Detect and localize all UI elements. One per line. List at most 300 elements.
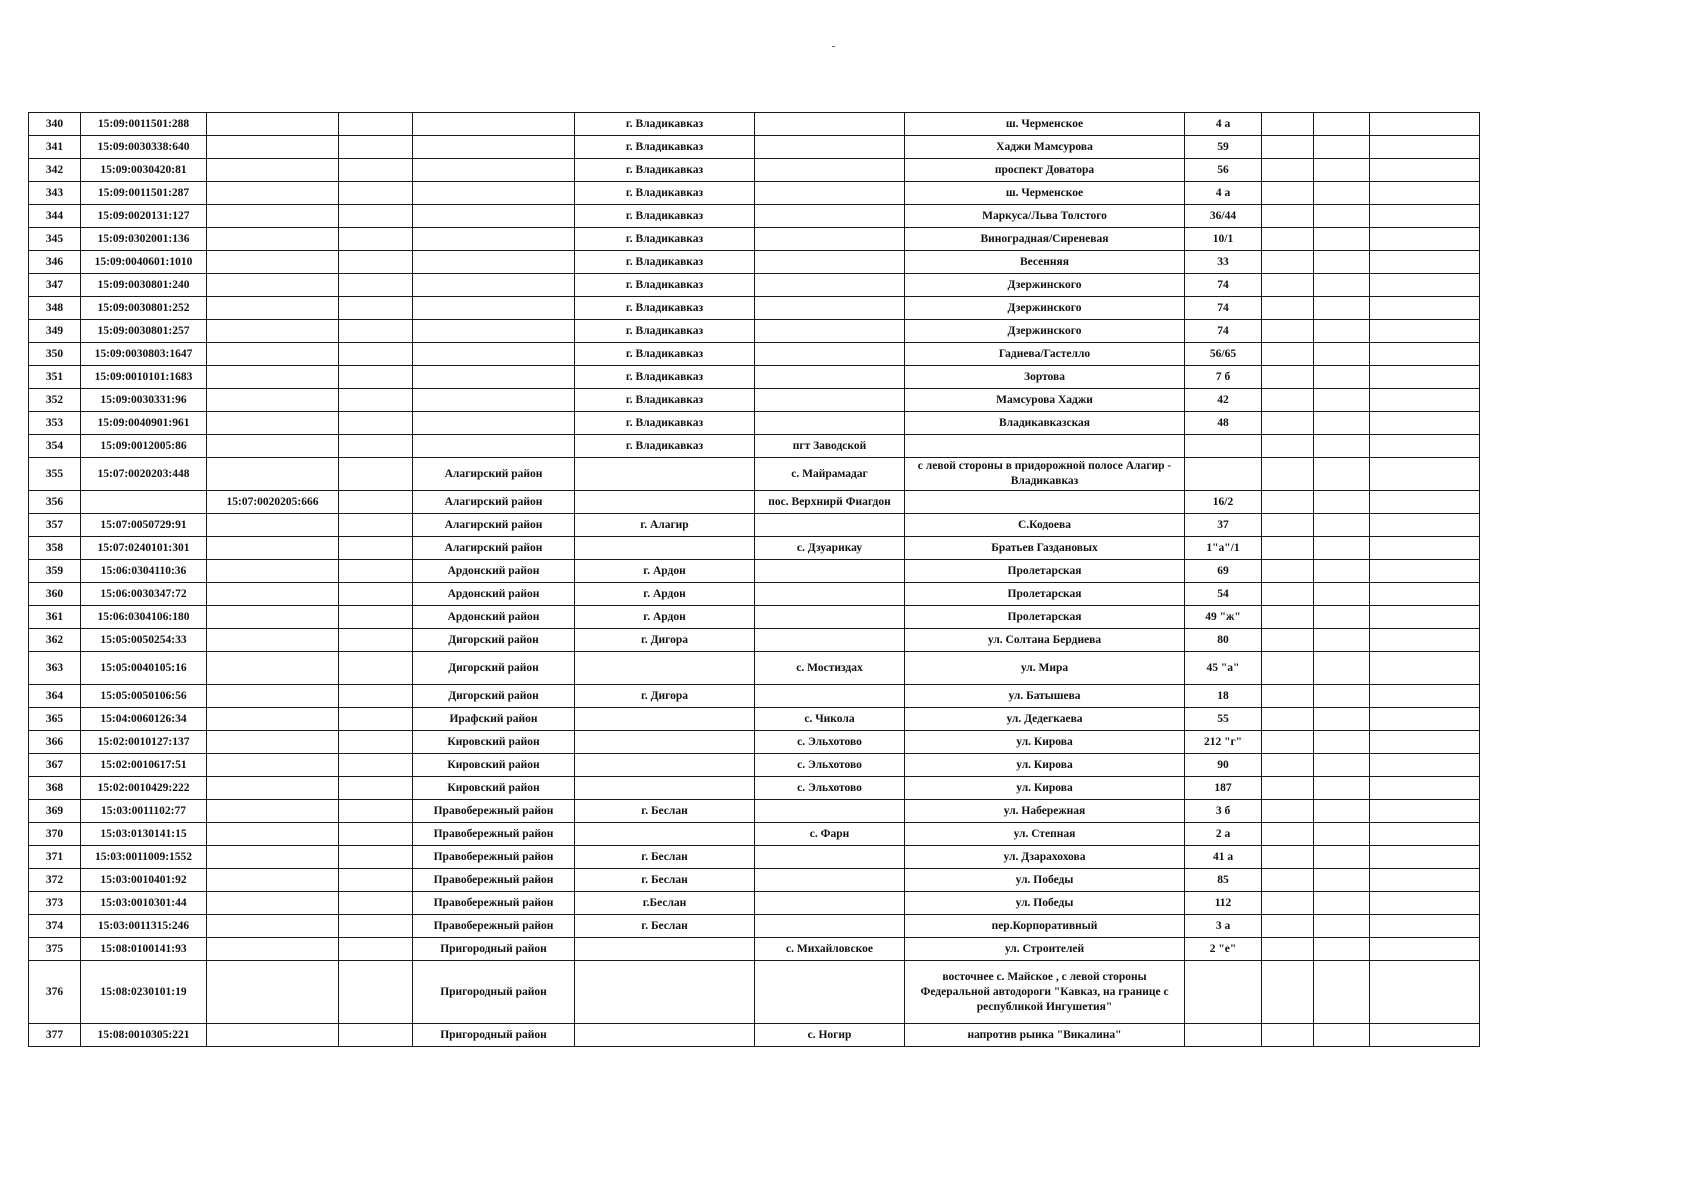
empty-cell (1314, 435, 1370, 458)
district-cell (413, 228, 575, 251)
row-number-cell: 343 (29, 182, 81, 205)
empty-cell (339, 606, 413, 629)
table-row (29, 629, 1480, 652)
cadastral-number-cell: 15:03:0010301:44 (81, 892, 207, 915)
empty-cell (1314, 228, 1370, 251)
empty-cell (1370, 182, 1480, 205)
house-number-cell: 56 (1185, 159, 1262, 182)
empty-cell (1314, 205, 1370, 228)
city-cell: г. Владикавказ (575, 159, 755, 182)
empty-cell (1370, 560, 1480, 583)
district-cell: Алагирский район (413, 514, 575, 537)
cadastral-number-alt-cell (207, 228, 339, 251)
empty-cell (339, 823, 413, 846)
row-number-cell: 350 (29, 343, 81, 366)
row-number-cell: 340 (29, 113, 81, 136)
cadastral-number-alt-cell (207, 458, 339, 491)
cadastral-number-cell: 15:05:0050106:56 (81, 685, 207, 708)
table-row (29, 274, 1480, 297)
cadastral-number-alt-cell (207, 159, 339, 182)
empty-cell (1314, 708, 1370, 731)
city-cell: г. Беслан (575, 915, 755, 938)
settlement-cell (755, 297, 905, 320)
row-number-cell: 341 (29, 136, 81, 159)
district-cell (413, 435, 575, 458)
cadastral-number-alt-cell (207, 560, 339, 583)
cadastral-number-cell: 15:09:0030338:640 (81, 136, 207, 159)
district-cell: Ардонский район (413, 560, 575, 583)
settlement-cell (755, 685, 905, 708)
cadastral-number-cell: 15:04:0060126:34 (81, 708, 207, 731)
cadastral-number-alt-cell (207, 136, 339, 159)
district-cell (413, 297, 575, 320)
cadastral-number-alt-cell (207, 731, 339, 754)
empty-cell (1262, 777, 1314, 800)
street-cell: ул. Набережная (905, 800, 1185, 823)
empty-cell (1262, 938, 1314, 961)
city-cell (575, 1024, 755, 1047)
settlement-cell: с. Эльхотово (755, 777, 905, 800)
empty-cell (1370, 915, 1480, 938)
empty-cell (1262, 251, 1314, 274)
empty-cell (1262, 205, 1314, 228)
empty-cell (1262, 731, 1314, 754)
district-cell: Правобережный район (413, 800, 575, 823)
cadastral-number-cell: 15:07:0020203:448 (81, 458, 207, 491)
street-cell: пер.Корпоративный (905, 915, 1185, 938)
row-number-cell: 363 (29, 652, 81, 685)
table-row (29, 652, 1480, 685)
empty-cell (339, 629, 413, 652)
house-number-cell: 1"а"/1 (1185, 537, 1262, 560)
empty-cell (1262, 685, 1314, 708)
empty-cell (339, 274, 413, 297)
city-cell (575, 731, 755, 754)
empty-cell (339, 961, 413, 1024)
street-cell: напротив рынка "Викалина" (905, 1024, 1185, 1047)
settlement-cell (755, 915, 905, 938)
settlement-cell (755, 228, 905, 251)
street-cell: Гадиева/Гастелло (905, 343, 1185, 366)
district-cell (413, 366, 575, 389)
cadastral-number-alt-cell (207, 435, 339, 458)
empty-cell (1262, 629, 1314, 652)
house-number-cell: 2 "е" (1185, 938, 1262, 961)
cadastral-number-alt-cell (207, 514, 339, 537)
city-cell: г. Владикавказ (575, 389, 755, 412)
district-cell: Пригородный район (413, 961, 575, 1024)
empty-cell (1370, 1024, 1480, 1047)
cadastral-number-cell: 15:03:0011315:246 (81, 915, 207, 938)
empty-cell (1314, 159, 1370, 182)
empty-cell (1370, 685, 1480, 708)
row-number-cell: 369 (29, 800, 81, 823)
row-number-cell: 376 (29, 961, 81, 1024)
city-cell: г. Владикавказ (575, 412, 755, 435)
empty-cell (339, 754, 413, 777)
table-row (29, 136, 1480, 159)
city-cell: г. Беслан (575, 869, 755, 892)
district-cell: Правобережный район (413, 869, 575, 892)
table-row (29, 685, 1480, 708)
empty-cell (1370, 435, 1480, 458)
cadastral-number-cell: 15:03:0130141:15 (81, 823, 207, 846)
cadastral-number-alt-cell (207, 205, 339, 228)
city-cell (575, 708, 755, 731)
city-cell: г. Ардон (575, 606, 755, 629)
city-cell (575, 652, 755, 685)
district-cell: Правобережный район (413, 892, 575, 915)
empty-cell (339, 412, 413, 435)
cadastral-number-alt-cell (207, 274, 339, 297)
empty-cell (339, 182, 413, 205)
district-cell (413, 182, 575, 205)
empty-cell (1370, 869, 1480, 892)
empty-cell (1262, 560, 1314, 583)
settlement-cell (755, 961, 905, 1024)
cadastral-number-alt-cell (207, 297, 339, 320)
street-cell: Братьев Газдановых (905, 537, 1185, 560)
cadastral-number-alt-cell (207, 629, 339, 652)
street-cell: Дзержинского (905, 320, 1185, 343)
table-row (29, 491, 1480, 514)
row-number-cell: 344 (29, 205, 81, 228)
district-cell: Дигорский район (413, 629, 575, 652)
row-number-cell: 374 (29, 915, 81, 938)
district-cell: Ирафский район (413, 708, 575, 731)
cadastral-number-cell: 15:03:0010401:92 (81, 869, 207, 892)
table-row (29, 514, 1480, 537)
empty-cell (1314, 685, 1370, 708)
row-number-cell: 371 (29, 846, 81, 869)
settlement-cell (755, 583, 905, 606)
table-row (29, 560, 1480, 583)
row-number-cell: 366 (29, 731, 81, 754)
street-cell (905, 491, 1185, 514)
empty-cell (1262, 800, 1314, 823)
cadastral-number-cell: 15:08:0010305:221 (81, 1024, 207, 1047)
settlement-cell (755, 412, 905, 435)
street-cell: ул. Победы (905, 892, 1185, 915)
table-row (29, 458, 1480, 491)
street-cell: ул. Степная (905, 823, 1185, 846)
empty-cell (339, 1024, 413, 1047)
house-number-cell: 74 (1185, 297, 1262, 320)
city-cell: г. Беслан (575, 846, 755, 869)
cadastral-number-cell: 15:09:0040901:961 (81, 412, 207, 435)
settlement-cell (755, 560, 905, 583)
empty-cell (1314, 458, 1370, 491)
empty-cell (1370, 205, 1480, 228)
settlement-cell (755, 320, 905, 343)
street-cell: Виноградная/Сиреневая (905, 228, 1185, 251)
empty-cell (1314, 892, 1370, 915)
table-row (29, 435, 1480, 458)
table-row (29, 205, 1480, 228)
house-number-cell: 45 "а" (1185, 652, 1262, 685)
settlement-cell: с. Фарн (755, 823, 905, 846)
empty-cell (339, 205, 413, 228)
cadastral-number-alt-cell (207, 1024, 339, 1047)
district-cell (413, 205, 575, 228)
table-row (29, 915, 1480, 938)
cadastral-number-cell: 15:09:0030801:257 (81, 320, 207, 343)
empty-cell (1262, 708, 1314, 731)
empty-cell (339, 846, 413, 869)
row-number-cell: 349 (29, 320, 81, 343)
empty-cell (1370, 823, 1480, 846)
street-cell: Маркуса/Льва Толстого (905, 205, 1185, 228)
house-number-cell: 212 "г" (1185, 731, 1262, 754)
settlement-cell (755, 205, 905, 228)
city-cell: г. Владикавказ (575, 136, 755, 159)
house-number-cell: 37 (1185, 514, 1262, 537)
settlement-cell (755, 113, 905, 136)
settlement-cell: с. Михайловское (755, 938, 905, 961)
empty-cell (1314, 412, 1370, 435)
row-number-cell: 360 (29, 583, 81, 606)
settlement-cell (755, 182, 905, 205)
street-cell: ул. Строителей (905, 938, 1185, 961)
empty-cell (1262, 297, 1314, 320)
empty-cell (1314, 754, 1370, 777)
city-cell: г. Ардон (575, 583, 755, 606)
empty-cell (1262, 846, 1314, 869)
cadastral-number-alt-cell (207, 412, 339, 435)
row-number-cell: 352 (29, 389, 81, 412)
empty-cell (339, 435, 413, 458)
district-cell: Кировский район (413, 754, 575, 777)
street-cell: Весенняя (905, 251, 1185, 274)
table-row (29, 800, 1480, 823)
cadastral-number-alt-cell (207, 938, 339, 961)
cadastral-table (28, 112, 1480, 1047)
table-body (29, 113, 1480, 1047)
empty-cell (1314, 274, 1370, 297)
empty-cell (1314, 320, 1370, 343)
empty-cell (339, 892, 413, 915)
empty-cell (1262, 136, 1314, 159)
empty-cell (1370, 629, 1480, 652)
table-row (29, 823, 1480, 846)
empty-cell (339, 113, 413, 136)
settlement-cell (755, 800, 905, 823)
settlement-cell (755, 366, 905, 389)
cadastral-number-cell: 15:06:0030347:72 (81, 583, 207, 606)
settlement-cell: с. Эльхотово (755, 754, 905, 777)
house-number-cell: 3 а (1185, 915, 1262, 938)
empty-cell (1314, 389, 1370, 412)
street-cell: ул. Победы (905, 869, 1185, 892)
empty-cell (1370, 708, 1480, 731)
city-cell: г. Владикавказ (575, 435, 755, 458)
cadastral-number-alt-cell (207, 708, 339, 731)
city-cell: г. Владикавказ (575, 366, 755, 389)
settlement-cell (755, 606, 905, 629)
house-number-cell: 3 б (1185, 800, 1262, 823)
empty-cell (1314, 915, 1370, 938)
street-cell: ул. Дедегкаева (905, 708, 1185, 731)
house-number-cell: 74 (1185, 320, 1262, 343)
house-number-cell: 80 (1185, 629, 1262, 652)
district-cell (413, 251, 575, 274)
district-cell: Ардонский район (413, 583, 575, 606)
cadastral-number-alt-cell (207, 606, 339, 629)
cadastral-number-cell: 15:03:0011102:77 (81, 800, 207, 823)
city-cell: г. Дигора (575, 685, 755, 708)
cadastral-number-cell: 15:09:0040601:1010 (81, 251, 207, 274)
city-cell (575, 754, 755, 777)
table-row (29, 182, 1480, 205)
row-number-cell: 370 (29, 823, 81, 846)
empty-cell (1262, 606, 1314, 629)
house-number-cell: 2 а (1185, 823, 1262, 846)
district-cell: Пригородный район (413, 1024, 575, 1047)
street-cell: ул. Дзарахохова (905, 846, 1185, 869)
empty-cell (339, 800, 413, 823)
empty-cell (1370, 113, 1480, 136)
cadastral-number-alt-cell (207, 754, 339, 777)
row-number-cell: 368 (29, 777, 81, 800)
empty-cell (339, 560, 413, 583)
city-cell: г.Беслан (575, 892, 755, 915)
district-cell: Алагирский район (413, 491, 575, 514)
district-cell (413, 343, 575, 366)
empty-cell (1370, 754, 1480, 777)
table-row (29, 754, 1480, 777)
cadastral-number-cell: 15:09:0020131:127 (81, 205, 207, 228)
empty-cell (1262, 366, 1314, 389)
street-cell: С.Кодоева (905, 514, 1185, 537)
cadastral-number-cell: 15:02:0010429:222 (81, 777, 207, 800)
empty-cell (339, 251, 413, 274)
city-cell (575, 458, 755, 491)
empty-cell (1314, 182, 1370, 205)
district-cell (413, 412, 575, 435)
city-cell: г. Владикавказ (575, 251, 755, 274)
cadastral-number-alt-cell (207, 823, 339, 846)
empty-cell (1262, 514, 1314, 537)
city-cell: г. Владикавказ (575, 228, 755, 251)
empty-cell (339, 708, 413, 731)
table-row (29, 366, 1480, 389)
row-number-cell: 342 (29, 159, 81, 182)
empty-cell (339, 869, 413, 892)
city-cell (575, 777, 755, 800)
settlement-cell (755, 274, 905, 297)
cadastral-number-alt-cell (207, 652, 339, 685)
empty-cell (1262, 583, 1314, 606)
empty-cell (1370, 274, 1480, 297)
cadastral-number-cell: 15:09:0030331:96 (81, 389, 207, 412)
empty-cell (1262, 113, 1314, 136)
empty-cell (1262, 961, 1314, 1024)
cadastral-number-cell: 15:09:0030801:240 (81, 274, 207, 297)
empty-cell (339, 228, 413, 251)
street-cell: Пролетарская (905, 606, 1185, 629)
row-number-cell: 365 (29, 708, 81, 731)
empty-cell (1314, 629, 1370, 652)
empty-cell (1262, 435, 1314, 458)
street-cell: Хаджи Мамсурова (905, 136, 1185, 159)
empty-cell (339, 343, 413, 366)
settlement-cell (755, 343, 905, 366)
empty-cell (1370, 514, 1480, 537)
row-number-cell: 354 (29, 435, 81, 458)
empty-cell (1262, 389, 1314, 412)
cadastral-number-cell: 15:09:0011501:288 (81, 113, 207, 136)
cadastral-number-cell: 15:09:0030420:81 (81, 159, 207, 182)
house-number-cell: 55 (1185, 708, 1262, 731)
house-number-cell: 69 (1185, 560, 1262, 583)
table-row (29, 412, 1480, 435)
empty-cell (1370, 777, 1480, 800)
empty-cell (1370, 343, 1480, 366)
house-number-cell (1185, 458, 1262, 491)
city-cell (575, 938, 755, 961)
street-cell: ул. Кирова (905, 777, 1185, 800)
empty-cell (1370, 320, 1480, 343)
house-number-cell: 49 "ж" (1185, 606, 1262, 629)
cadastral-number-alt-cell (207, 961, 339, 1024)
empty-cell (339, 652, 413, 685)
cadastral-number-alt-cell (207, 366, 339, 389)
house-number-cell: 41 а (1185, 846, 1262, 869)
house-number-cell: 10/1 (1185, 228, 1262, 251)
table-row (29, 228, 1480, 251)
table-row (29, 938, 1480, 961)
street-cell: ул. Кирова (905, 731, 1185, 754)
cadastral-number-cell: 15:05:0050254:33 (81, 629, 207, 652)
street-cell: ул. Батышева (905, 685, 1185, 708)
settlement-cell (755, 514, 905, 537)
settlement-cell (755, 892, 905, 915)
district-cell: Алагирский район (413, 537, 575, 560)
table-row (29, 869, 1480, 892)
empty-cell (1314, 297, 1370, 320)
empty-cell (1262, 274, 1314, 297)
empty-cell (339, 389, 413, 412)
row-number-cell: 357 (29, 514, 81, 537)
house-number-cell: 54 (1185, 583, 1262, 606)
empty-cell (1370, 251, 1480, 274)
house-number-cell: 187 (1185, 777, 1262, 800)
empty-cell (1314, 800, 1370, 823)
empty-cell (1314, 491, 1370, 514)
empty-cell (1314, 560, 1370, 583)
empty-cell (1314, 606, 1370, 629)
district-cell: Правобережный район (413, 846, 575, 869)
empty-cell (339, 537, 413, 560)
house-number-cell: 33 (1185, 251, 1262, 274)
district-cell: Правобережный район (413, 915, 575, 938)
settlement-cell: пос. Верхнирй Фиагдон (755, 491, 905, 514)
row-number-cell: 362 (29, 629, 81, 652)
empty-cell (1370, 297, 1480, 320)
empty-cell (339, 685, 413, 708)
empty-cell (1262, 159, 1314, 182)
empty-cell (1314, 514, 1370, 537)
district-cell: Алагирский район (413, 458, 575, 491)
settlement-cell (755, 251, 905, 274)
street-cell: Пролетарская (905, 583, 1185, 606)
settlement-cell: с. Мостиздах (755, 652, 905, 685)
empty-cell (1262, 228, 1314, 251)
empty-cell (1370, 800, 1480, 823)
cadastral-number-cell: 15:09:0030803:1647 (81, 343, 207, 366)
table-row (29, 961, 1480, 1024)
settlement-cell: с. Майрамадаг (755, 458, 905, 491)
